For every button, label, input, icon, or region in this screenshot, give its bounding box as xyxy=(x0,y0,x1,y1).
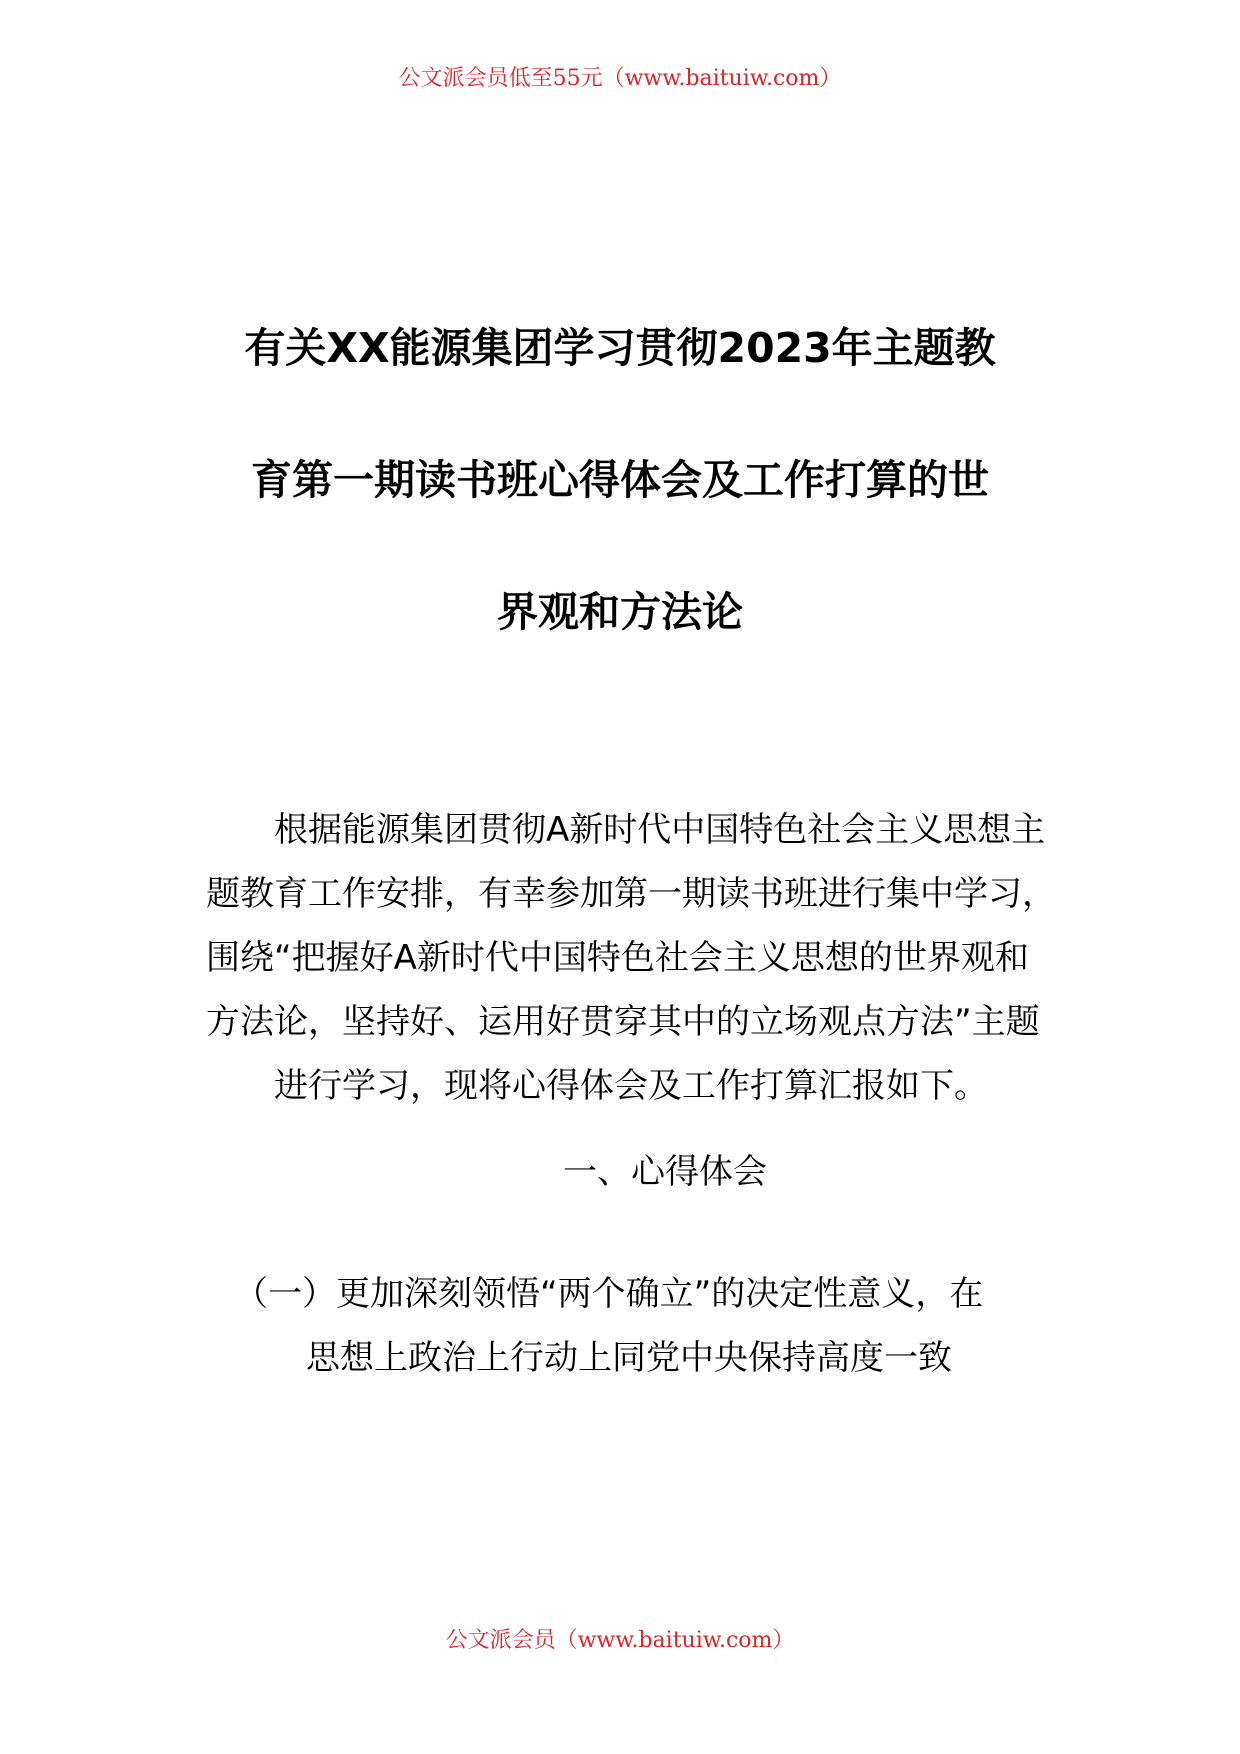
intro-line-5: 进行学习，现将心得体会及工作打算汇报如下。 xyxy=(274,1066,988,1106)
title-line-2: 育第一期读书班心得体会及工作打算的世 xyxy=(251,456,989,504)
title-line-1: 有关XX能源集团学习贯彻2023年主题教 xyxy=(244,324,996,372)
intro-paragraph xyxy=(206,798,1056,1118)
intro-line-3: 围绕“把握好A新时代中国特色社会主义思想的世界观和 xyxy=(206,938,1029,978)
subsection-heading xyxy=(234,1262,1040,1390)
section-heading: 一、心得体会 xyxy=(563,1152,767,1192)
intro-line-1: 根据能源集团贯彻A新时代中国特色社会主义思想主 xyxy=(274,810,1046,850)
subsection-line-1: （一）更加深刻领悟“两个确立”的决定性意义，在 xyxy=(234,1274,984,1314)
footer-banner-link[interactable]: 公文派会员（www.baituiw.com） xyxy=(445,1628,795,1653)
title-line-3: 界观和方法论 xyxy=(497,588,743,636)
intro-line-4: 方法论，坚持好、运用好贯穿其中的立场观点方法”主题 xyxy=(206,1002,1040,1042)
intro-line-2: 题教育工作安排，有幸参加第一期读书班进行集中学习， xyxy=(206,874,1056,914)
subsection-line-2: 思想上政治上行动上同党中央保持高度一致 xyxy=(306,1338,952,1378)
header-banner-link[interactable]: 公文派会员低至55元（www.baituiw.com） xyxy=(398,66,842,91)
